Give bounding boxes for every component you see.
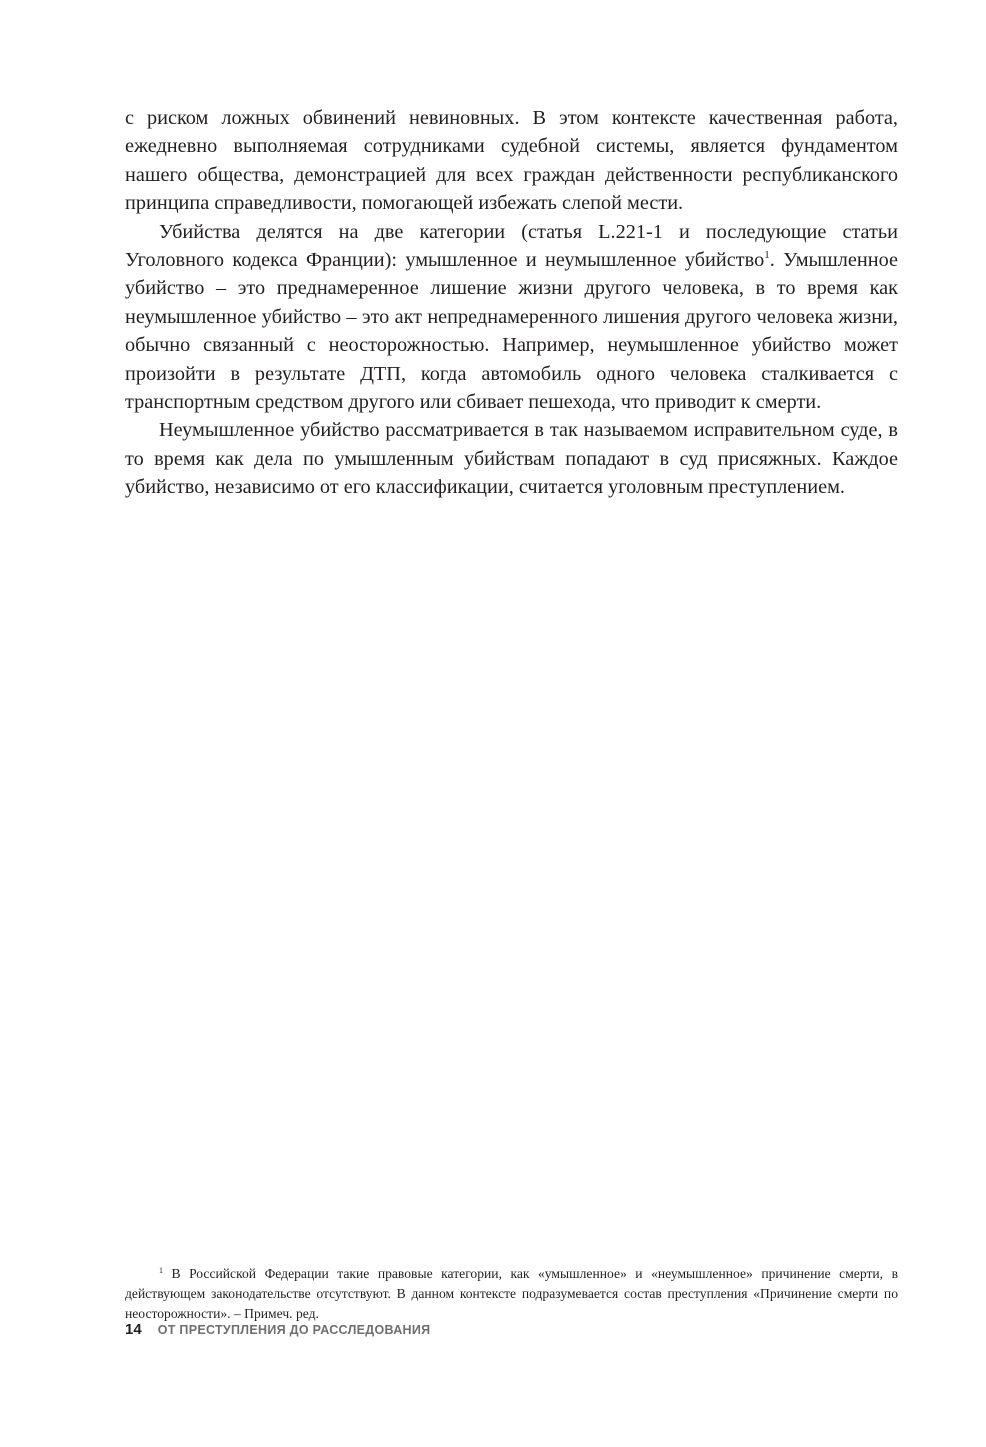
footnote-number: 1 <box>159 1266 163 1275</box>
main-text <box>125 104 898 502</box>
paragraph-1: с риском ложных обвинений невиновных. В этом контексте качественная работа, ежедневно выполняемая сотрудниками судебной системы, является фундаментом нашего общества, демонстрацией для всех граждан действенности республиканского принципа справедливости, помогающей избежать слепой мести. <box>125 107 898 215</box>
footnote <box>125 1264 898 1324</box>
book-title: ОТ ПРЕСТУПЛЕНИЯ ДО РАССЛЕДОВАНИЯ <box>157 1323 431 1337</box>
running-footer <box>125 1321 430 1341</box>
footnote-text: В Российской Федерации такие правовые категории, как «умышленное» и «неумышленное» причинение смерти, в действующем законодательстве отсутствуют. В данном контексте подразумевается состав преступления «Причинение смерти по неосторожности». – Примеч. ред. <box>125 1266 898 1321</box>
paragraph-2 <box>125 218 898 417</box>
footnote-reference: 1 <box>764 249 770 262</box>
footnote-paragraph <box>125 1264 898 1324</box>
paragraph-2-text-after-ref: . Умышленное убийство – это преднамеренное лишение жизни другого человека, в то время как неумышленное убийство – это акт непреднамеренного лишения другого человека жизни, обычно связанный с неосторожностью. Например, неумышленное убийство может произойти в результате ДТП, когда автомобиль одного человека сталкивается с транспортным средством другого или сбивает пешехода, что приводит к смерти. <box>125 249 898 414</box>
paragraph-3: Неумышленное убийство рассматривается в так называемом исправительном суде, в то время как дела по умышленным убийствам попадают в суд присяжных. Каждое убийство, независимо от его классификации, считается уголовным преступлением. <box>125 419 898 499</box>
page-number: 14 <box>125 1321 142 1338</box>
paragraph-2-text-before-ref: Убийства делятся на две категории (статья L.221-1 и последующие статьи Уголовного кодекса Франции): умышленное и неумышленное убийство <box>125 220 898 272</box>
